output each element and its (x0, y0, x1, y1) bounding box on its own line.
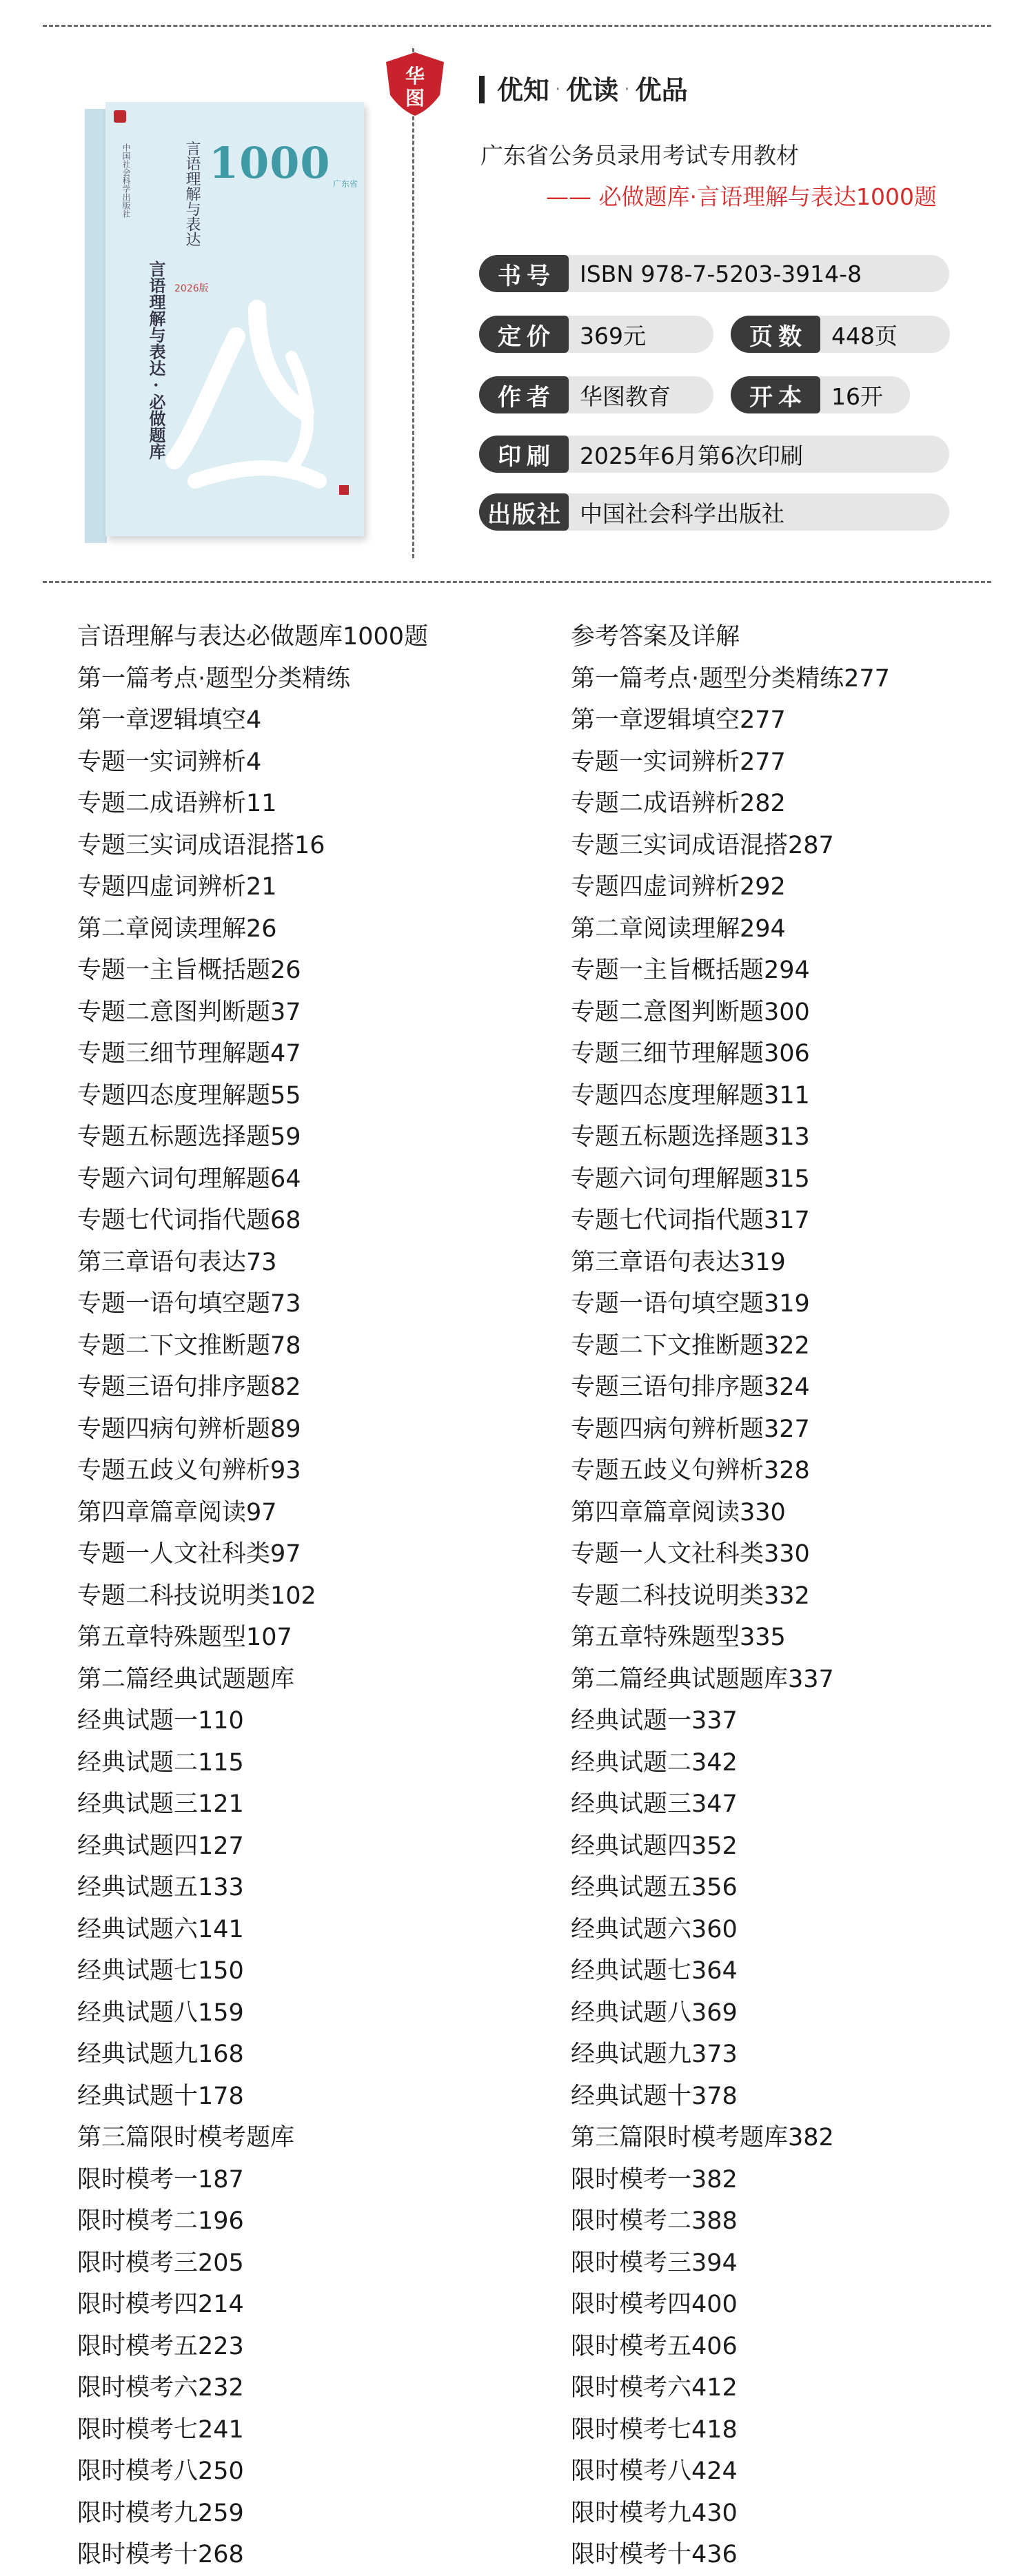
cover-main-title: 言语理解与表达 · 必做题库 (146, 260, 166, 460)
toc-right-entry: 专题二下文推断题322 (571, 1331, 810, 1360)
toc-left-entry: 限时模考四214 (77, 2291, 244, 2318)
toc-right-entry: 专题二成语辨析282 (571, 790, 786, 817)
toc-left-entry: 限时模考七241 (77, 2415, 244, 2444)
toc-left-entry: 限时模考十268 (77, 2541, 244, 2568)
toc-right-entry: 专题六词句理解题315 (571, 1165, 810, 1193)
tagline-3: 优品 (635, 75, 688, 105)
toc-right-column (571, 616, 890, 2576)
toc-left-entry: 限时模考三205 (77, 2249, 244, 2277)
cover-bottom-logo-icon (339, 485, 349, 495)
format-value: 16开 (831, 382, 883, 410)
toc-right-entry: 限时模考三394 (571, 2249, 738, 2277)
price-row (479, 316, 713, 353)
toc-left-entry: 专题三细节理解题47 (77, 1040, 301, 1067)
toc-right-entry: 第一章逻辑填空277 (571, 706, 786, 734)
publisher-value: 中国社会科学出版社 (580, 500, 784, 527)
toc-right-entry: 参考答案及详解 (571, 623, 740, 651)
toc-right-entry: 专题一人文社科类330 (571, 1540, 810, 1568)
pages-value: 448页 (831, 322, 898, 349)
toc-right-entry: 专题七代词指代题317 (571, 1207, 810, 1234)
toc-left-entry: 专题二下文推断题78 (77, 1331, 301, 1360)
toc-left-entry: 经典试题六141 (77, 1915, 244, 1943)
toc-right-entry: 第三篇限时模考题库382 (571, 2124, 834, 2151)
toc-right-entry: 第二篇经典试题题库337 (571, 1665, 834, 1693)
toc-right-entry: 专题一语句填空题319 (571, 1290, 810, 1318)
toc-left-entry: 限时模考五223 (77, 2332, 244, 2360)
toc-left-entry: 专题一语句填空题73 (77, 1290, 301, 1318)
toc-left-entry: 第二篇经典试题题库 (77, 1665, 295, 1693)
toc-right-entry: 限时模考二388 (571, 2207, 738, 2235)
brand-tagline: 优知 · 优读 · 优品 (479, 69, 688, 107)
publisher-label: 出版社 (479, 493, 569, 531)
toc-right-entry: 专题四态度理解题311 (571, 1081, 810, 1110)
toc-left-entry: 专题六词句理解题64 (77, 1165, 301, 1193)
toc-left-entry: 专题四态度理解题55 (77, 1081, 301, 1110)
toc-right-entry: 经典试题十378 (571, 2082, 738, 2110)
toc-right-entry: 限时模考五406 (571, 2332, 738, 2360)
toc-left-entry: 限时模考六232 (77, 2374, 244, 2402)
book-spine (85, 109, 107, 543)
badge-text-top: 华 (405, 65, 425, 88)
toc-left-entry: 第三篇限时模考题库 (77, 2124, 295, 2151)
toc-right-entry: 经典试题四352 (571, 1832, 738, 1860)
format-label: 开本 (731, 376, 820, 413)
pages-label: 页数 (731, 316, 820, 353)
toc-left-entry: 专题二科技说明类102 (77, 1582, 316, 1610)
pages-row (731, 316, 950, 353)
toc-right-entry: 经典试题六360 (571, 1915, 738, 1943)
toc-left-entry: 限时模考八250 (77, 2457, 244, 2485)
print-value: 2025年6月第6次印刷 (580, 442, 803, 469)
book-front (105, 102, 364, 536)
toc-left-entry: 第四章篇章阅读97 (77, 1498, 277, 1526)
toc-left-entry: 限时模考二196 (77, 2207, 244, 2235)
toc-right-entry: 第一篇考点·题型分类精练277 (571, 664, 890, 693)
author-value: 华图教育 (580, 382, 671, 410)
toc-left-entry: 专题二意图判断题37 (77, 998, 301, 1026)
toc-right-entry: 经典试题五356 (571, 1874, 738, 1901)
toc-right-entry: 第四章篇章阅读330 (571, 1498, 786, 1526)
toc-left-entry: 限时模考一187 (77, 2165, 244, 2194)
toc-left-entry: 第五章特殊题型107 (77, 1624, 292, 1651)
toc-left-entry: 限时模考九259 (77, 2499, 244, 2527)
toc-left-entry: 专题二成语辨析11 (77, 790, 277, 817)
toc-left-entry: 经典试题一110 (77, 1707, 244, 1735)
toc-left-entry: 专题三实词成语混搭16 (77, 831, 325, 859)
toc-left-entry: 第一章逻辑填空4 (77, 706, 262, 734)
huatu-badge-icon (381, 50, 449, 119)
isbn-value: ISBN 978-7-5203-3914-8 (580, 260, 862, 287)
cover-logo-icon (114, 110, 126, 123)
toc-right-entry: 经典试题一337 (571, 1707, 738, 1735)
tagline-bar (479, 76, 485, 103)
toc-left-entry: 经典试题八159 (77, 1999, 244, 2027)
tagline-1: 优知 (497, 75, 550, 105)
print-row (479, 436, 949, 473)
cover-region: 广东省 (333, 179, 358, 189)
toc-right-entry: 第三章语句表达319 (571, 1248, 786, 1276)
author-label: 作者 (479, 376, 569, 413)
toc-right-entry: 第五章特殊题型335 (571, 1624, 786, 1651)
toc-right-entry: 专题三实词成语混搭287 (571, 831, 834, 859)
toc-left-entry: 经典试题七150 (77, 1957, 244, 1985)
toc-left-entry: 经典试题十178 (77, 2082, 244, 2110)
isbn-label: 书号 (479, 255, 569, 292)
toc-left-entry: 第二章阅读理解26 (77, 914, 277, 943)
toc-left-entry: 经典试题三121 (77, 1790, 244, 1818)
cover-title-small: 言语理解与表达 (183, 141, 201, 247)
toc-right-entry: 经典试题二342 (571, 1748, 738, 1777)
toc-right-entry: 专题五歧义句辨析328 (571, 1457, 810, 1484)
toc-left-entry: 经典试题四127 (77, 1832, 244, 1860)
toc-left-entry: 第三章语句表达73 (77, 1248, 277, 1276)
toc-right-entry: 专题二意图判断题300 (571, 998, 810, 1026)
toc-left-entry: 经典试题五133 (77, 1874, 244, 1901)
vertical-divider (412, 48, 414, 558)
price-label: 定价 (479, 316, 569, 353)
toc-right-entry: 经典试题三347 (571, 1790, 738, 1818)
toc-right-entry: 限时模考六412 (571, 2374, 738, 2402)
book-series-line: —— 必做题库·言语理解与表达1000题 (546, 183, 937, 210)
toc-right-entry: 专题三语句排序题324 (571, 1373, 810, 1401)
toc-left-entry: 专题四病句辨析题89 (77, 1415, 301, 1443)
toc-right-entry: 专题四病句辨析题327 (571, 1415, 810, 1443)
toc-right-entry: 限时模考一382 (571, 2165, 738, 2194)
toc-right-entry: 专题二科技说明类332 (571, 1582, 810, 1610)
toc-left-entry: 言语理解与表达必做题库1000题 (77, 623, 429, 651)
toc-left-entry: 第一篇考点·题型分类精练 (77, 664, 351, 693)
badge-text-bottom: 图 (405, 87, 425, 110)
toc-right-entry: 经典试题八369 (571, 1999, 738, 2027)
toc-right-entry: 经典试题九373 (571, 2041, 738, 2068)
toc-left-entry: 专题三语句排序题82 (77, 1373, 301, 1401)
toc-right-entry: 第二章阅读理解294 (571, 914, 786, 943)
toc-left-entry: 专题四虚词辨析21 (77, 873, 277, 901)
toc-left-entry: 专题五标题选择题59 (77, 1123, 301, 1151)
toc-right-entry: 限时模考十436 (571, 2541, 738, 2568)
cover-brush-graphic (154, 295, 333, 495)
toc-right-entry: 专题一实词辨析277 (571, 748, 786, 776)
toc-left-column (77, 616, 428, 2576)
book-cover-image (85, 102, 364, 543)
publisher-row (479, 493, 949, 531)
toc-right-entry: 专题四虚词辨析292 (571, 873, 786, 901)
toc-right-entry: 限时模考四400 (571, 2291, 738, 2318)
print-label: 印刷 (479, 436, 569, 473)
isbn-row (479, 255, 949, 292)
toc-right-entry: 限时模考九430 (571, 2499, 738, 2527)
toc-left-entry: 专题一主旨概括题26 (77, 957, 301, 984)
middle-divider (43, 581, 991, 583)
top-divider (43, 25, 991, 27)
cover-side-text: 中国社会科学出版社 (121, 143, 131, 218)
toc-left-entry: 经典试题二115 (77, 1748, 244, 1777)
toc-left-entry: 专题一实词辨析4 (77, 748, 262, 776)
format-row (731, 376, 910, 413)
toc-right-entry: 专题一主旨概括题294 (571, 957, 810, 984)
author-row (479, 376, 713, 413)
toc-right-entry: 限时模考七418 (571, 2415, 738, 2444)
toc-right-entry: 限时模考八424 (571, 2457, 738, 2485)
toc-left-entry: 经典试题九168 (77, 2041, 244, 2068)
cover-number: 1000 (209, 138, 331, 188)
toc-left-entry: 专题五歧义句辨析93 (77, 1457, 301, 1484)
toc-right-entry: 专题五标题选择题313 (571, 1123, 810, 1151)
toc-right-entry: 专题三细节理解题306 (571, 1040, 810, 1067)
cover-edition: 2026版 (174, 283, 209, 294)
price-value: 369元 (580, 322, 646, 349)
tagline-2: 优读 (566, 75, 619, 105)
toc-left-entry: 专题七代词指代题68 (77, 1207, 301, 1234)
book-subtitle: 广东省公务员录用考试专用教材 (480, 142, 799, 169)
toc-left-entry: 专题一人文社科类97 (77, 1540, 301, 1568)
toc-right-entry: 经典试题七364 (571, 1957, 738, 1985)
